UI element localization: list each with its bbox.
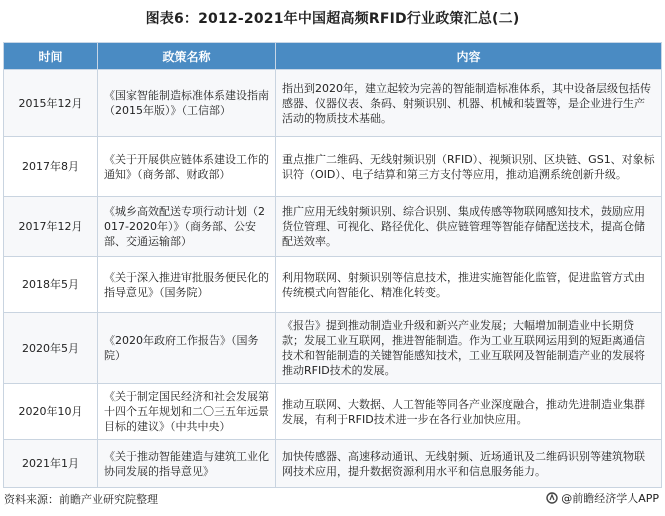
row-time: 2021年1月	[4, 440, 98, 488]
row-policy-name: 《2020年政府工作报告》（国务院）	[98, 313, 276, 384]
table-row	[4, 137, 662, 197]
row-time: 2020年5月	[4, 313, 98, 384]
row-time: 2020年10月	[4, 384, 98, 440]
row-policy-name: 《关于推动智能建造与建筑工业化协同发展的指导意见》	[98, 440, 276, 488]
table-row	[4, 313, 662, 384]
table-row	[4, 70, 662, 137]
row-time: 2017年12月	[4, 197, 98, 257]
row-time: 2015年12月	[4, 70, 98, 137]
header-content: 内容	[276, 43, 662, 70]
table-row	[4, 440, 662, 488]
header-policy-name: 政策名称	[98, 43, 276, 70]
row-content: 指出到2020年，建立起较为完善的智能制造标准体系，其中设备层级包括传感器、仪器仪表、条码、射频识别、机器、机械和装置等，是企业进行生产活动的物质技术基础。	[276, 70, 662, 137]
row-content: 加快传感器、高速移动通讯、无线射频、近场通讯及二维码识别等建筑物联网技术应用，提升数据资源利用水平和信息服务能力。	[276, 440, 662, 488]
row-time: 2017年8月	[4, 137, 98, 197]
table-row	[4, 384, 662, 440]
table-row	[4, 257, 662, 313]
row-content: 利用物联网、射频识别等信息技术，推进实施智能化监管，促进监管方式由传统模式向智能化、精准化转变。	[276, 257, 662, 313]
policy-table	[3, 42, 662, 488]
row-content: 重点推广二维码、无线射频识别（RFID）、视频识别、区块链、GS1、对象标识符（OID）、电子结算和第三方支付等应用，推动追溯系统创新升级。	[276, 137, 662, 197]
brand-credit	[546, 490, 659, 506]
table-header-row	[4, 43, 662, 70]
table-row	[4, 197, 662, 257]
row-policy-name: 《关于制定国民经济和社会发展第十四个五年规划和二〇三五年远景目标的建议》（中共中央）	[98, 384, 276, 440]
row-content: 推动互联网、大数据、人工智能等同各产业深度融合，推动先进制造业集群发展，有利于RFID技术进一步在各行业加快应用。	[276, 384, 662, 440]
header-time: 时间	[4, 43, 98, 70]
row-policy-name: 《国家智能制造标准体系建设指南（2015年版）》（工信部）	[98, 70, 276, 137]
brand-text: @前瞻经济学人APP	[561, 492, 659, 505]
policy-table-container	[3, 42, 661, 488]
row-content: 推广应用无线射频识别、综合识别、集成传感等物联网感知技术，鼓励应用货位管理、可视化、路径优化、供应链管理等智能存储配送技术，提高仓储配送效率。	[276, 197, 662, 257]
row-content: 《报告》提到推动制造业升级和新兴产业发展；大幅增加制造业中长期贷款；发展工业互联网，推进智能制造。作为工业互联网运用到的短距离通信技术和智能制造的关键智能感知技术，工业互联网及智能制造产业的发展将推动RFID技术的发展。	[276, 313, 662, 384]
row-time: 2018年5月	[4, 257, 98, 313]
prospective-logo-icon	[546, 492, 558, 504]
row-policy-name: 《城乡高效配送专项行动计划（2017-2020年）》（商务部、公安部、交通运输部）	[98, 197, 276, 257]
page-title: 图表6：2012-2021年中国超高频RFID行业政策汇总(二)	[145, 11, 520, 27]
row-policy-name: 《关于开展供应链体系建设工作的通知》（商务部、财政部）	[98, 137, 276, 197]
row-policy-name: 《关于深入推进审批服务便民化的指导意见》（国务院）	[98, 257, 276, 313]
source-note: 资料来源：前瞻产业研究院整理	[4, 493, 158, 506]
